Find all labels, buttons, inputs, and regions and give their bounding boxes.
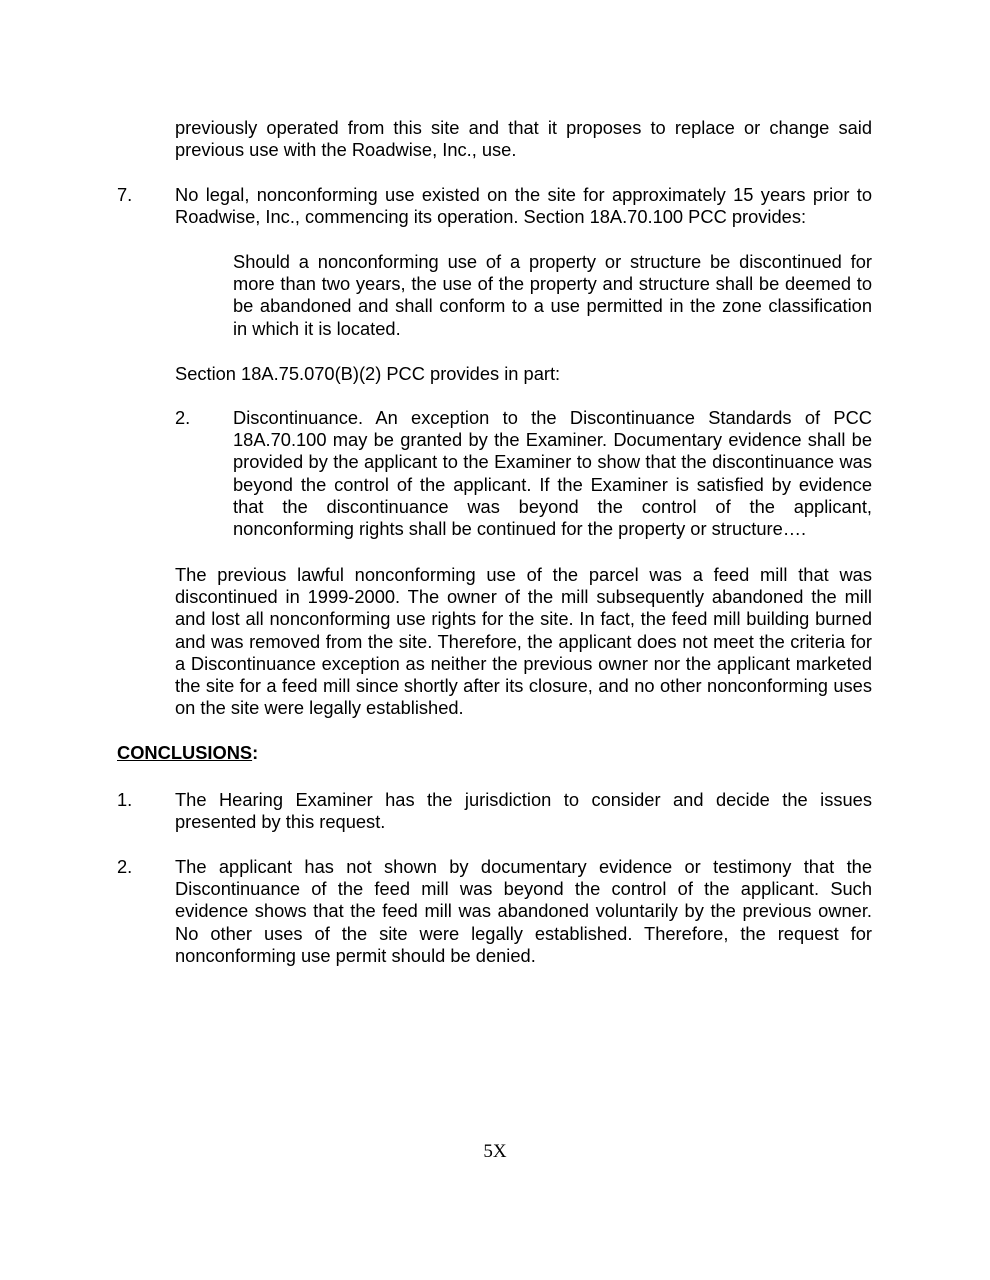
conclusion-2-text: The applicant has not shown by documentary evidence or testimony that the Discontinuance of the feed mill was beyond the control of the applicant. Such evidence shows that the feed mill was abandoned voluntarily by the previous owner. No other uses of the site were legally established. Therefore, the request for nonconforming use permit should be denied. (175, 856, 872, 966)
section-intro: Section 18A.75.070(B)(2) PCC provides in part: (175, 363, 561, 384)
block-quote-18a-70-100: Should a nonconforming use of a property or structure be discontinued for more than two years, the use of the property and structure shall be deemed to be abandoned and shall conform to a use permitted in the zone classification in which it is located. (233, 251, 872, 339)
conclusion-1-text: The Hearing Examiner has the jurisdiction to consider and decide the issues presented by this request. (175, 789, 872, 833)
continuation-paragraph: previously operated from this site and that it proposes to replace or change said previous use with the Roadwise, Inc., use. (175, 117, 872, 161)
item-7-text: No legal, nonconforming use existed on the site for approximately 15 years prior to Roadwise, Inc., commencing its operation. Section 18A.70.100 PCC provides: (175, 184, 872, 228)
finding-paragraph: The previous lawful nonconforming use of the parcel was a feed mill that was discontinued in 1999-2000. The owner of the mill subsequently abandoned the mill and lost all nonconforming use rights for the site. In fact, the feed mill building burned and was removed from the site. Therefore, the applicant does not meet the criteria for a Discontinuance exception as neither the previous owner nor the applicant marketed the site for a feed mill since shortly after its closure, and no other nonconforming uses on the site were legally established. (175, 564, 872, 719)
block-quote-discontinuance: Discontinuance. An exception to the Discontinuance Standards of PCC 18A.70.100 may be granted by the Examiner. Documentary evidence shall be provided by the applicant to the Examiner to show that the discontinuance was beyond the control of the applicant. If the Examiner is satisfied by evidence that the discontinuance was beyond the control of the applicant, nonconforming rights shall be continued for the property or structure…. (233, 407, 872, 540)
item-7-number: 7. (117, 184, 133, 205)
page-number: 5X (483, 1141, 507, 1162)
quote-item-2-number: 2. (175, 407, 191, 428)
conclusion-1-number: 1. (117, 789, 133, 810)
conclusions-heading: CONCLUSIONS: (117, 742, 259, 763)
conclusion-2-number: 2. (117, 856, 133, 877)
